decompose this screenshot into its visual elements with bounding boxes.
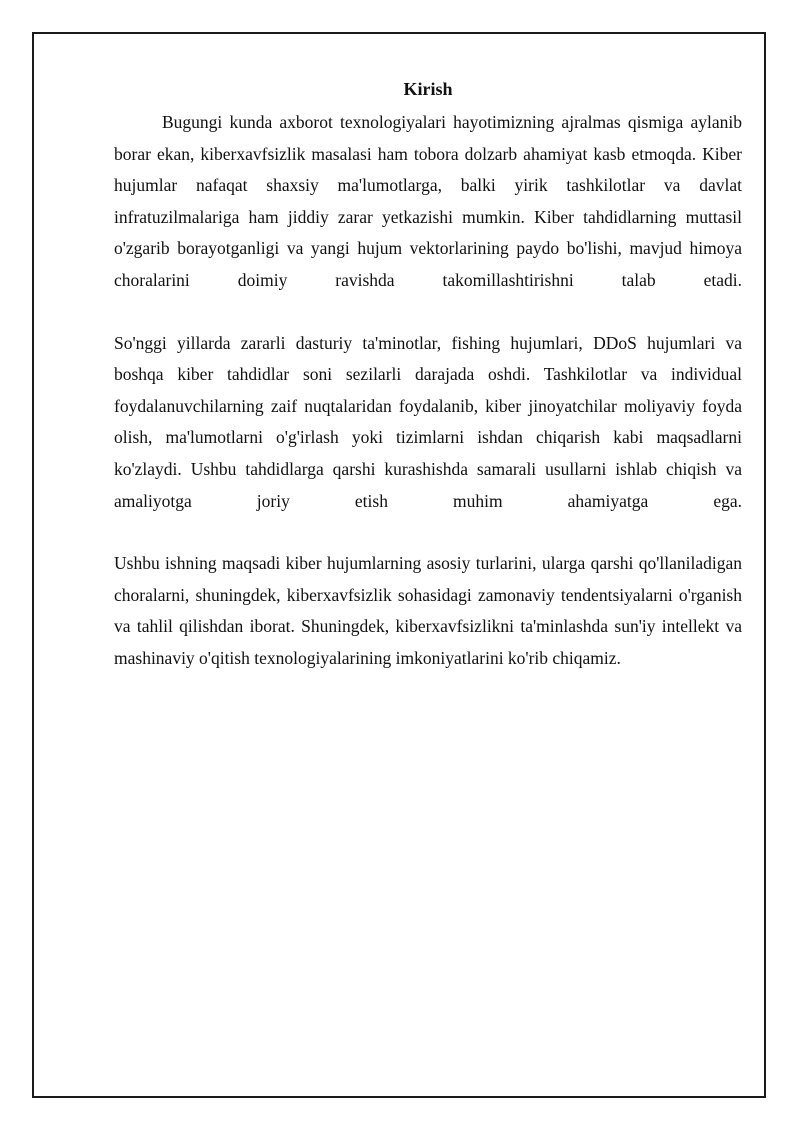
paragraph-gap [114, 517, 742, 548]
document-body [114, 77, 742, 675]
paragraph-intro: Bugungi kunda axborot texnologiyalari hayotimizning ajralmas qismiga aylanib borar ekan, kiberxavfsizlik masalasi ham tobora dolzarb ahamiyat kasb etmoqda. Kiber hujumlar nafaqat shaxsiy ma'lumotlarga, balki yirik tashkilotlar va davlat infratuzilmalariga ham jiddiy zarar yetkazishi mumkin. Kiber tahdidlarning muttasil o'zgarib borayotganligi va yangi hujum vektorlarining paydo bo'lishi, mavjud himoya choralarini doimiy ravishda takomillashtirishni talab etadi. [114, 112, 742, 290]
paragraph-goal: Ushbu ishning maqsadi kiber hujumlarning asosiy turlarini, ularga qarshi qo'llaniladigan choralarni, shuningdek, kiberxavfsizlik sohasidagi zamonaviy tendentsiyalarni o'rganish va tahlil qilishdan iborat. Shuningdek, kiberxavfsizlikni ta'minlashda sun'iy intellekt va mashinaviy o'qitish texnologiyalarining imkoniyatlarini ko'rib chiqamiz. [114, 553, 742, 668]
document-title: Kirish [403, 79, 453, 99]
paragraph-threats: So'nggi yillarda zararli dasturiy ta'minotlar, fishing hujumlari, DDoS hujumlari va boshqa kiber tahdidlar soni sezilarli darajada oshdi. Tashkilotlar va individual foydalanuvchilarning zaif nuqtalaridan foydalanib, kiber jinoyatchilar moliyaviy foyda olish, ma'lumotlarni o'g'irlash yoki tizimlarni ishdan chiqarish kabi maqsadlarni ko'zlaydi. Ushbu tahdidlarga qarshi kurashishda samarali usullarni ishlab chiqish va amaliyotga joriy etish muhim ahamiyatga ega. [114, 332, 742, 511]
paragraph-gap [114, 297, 742, 328]
